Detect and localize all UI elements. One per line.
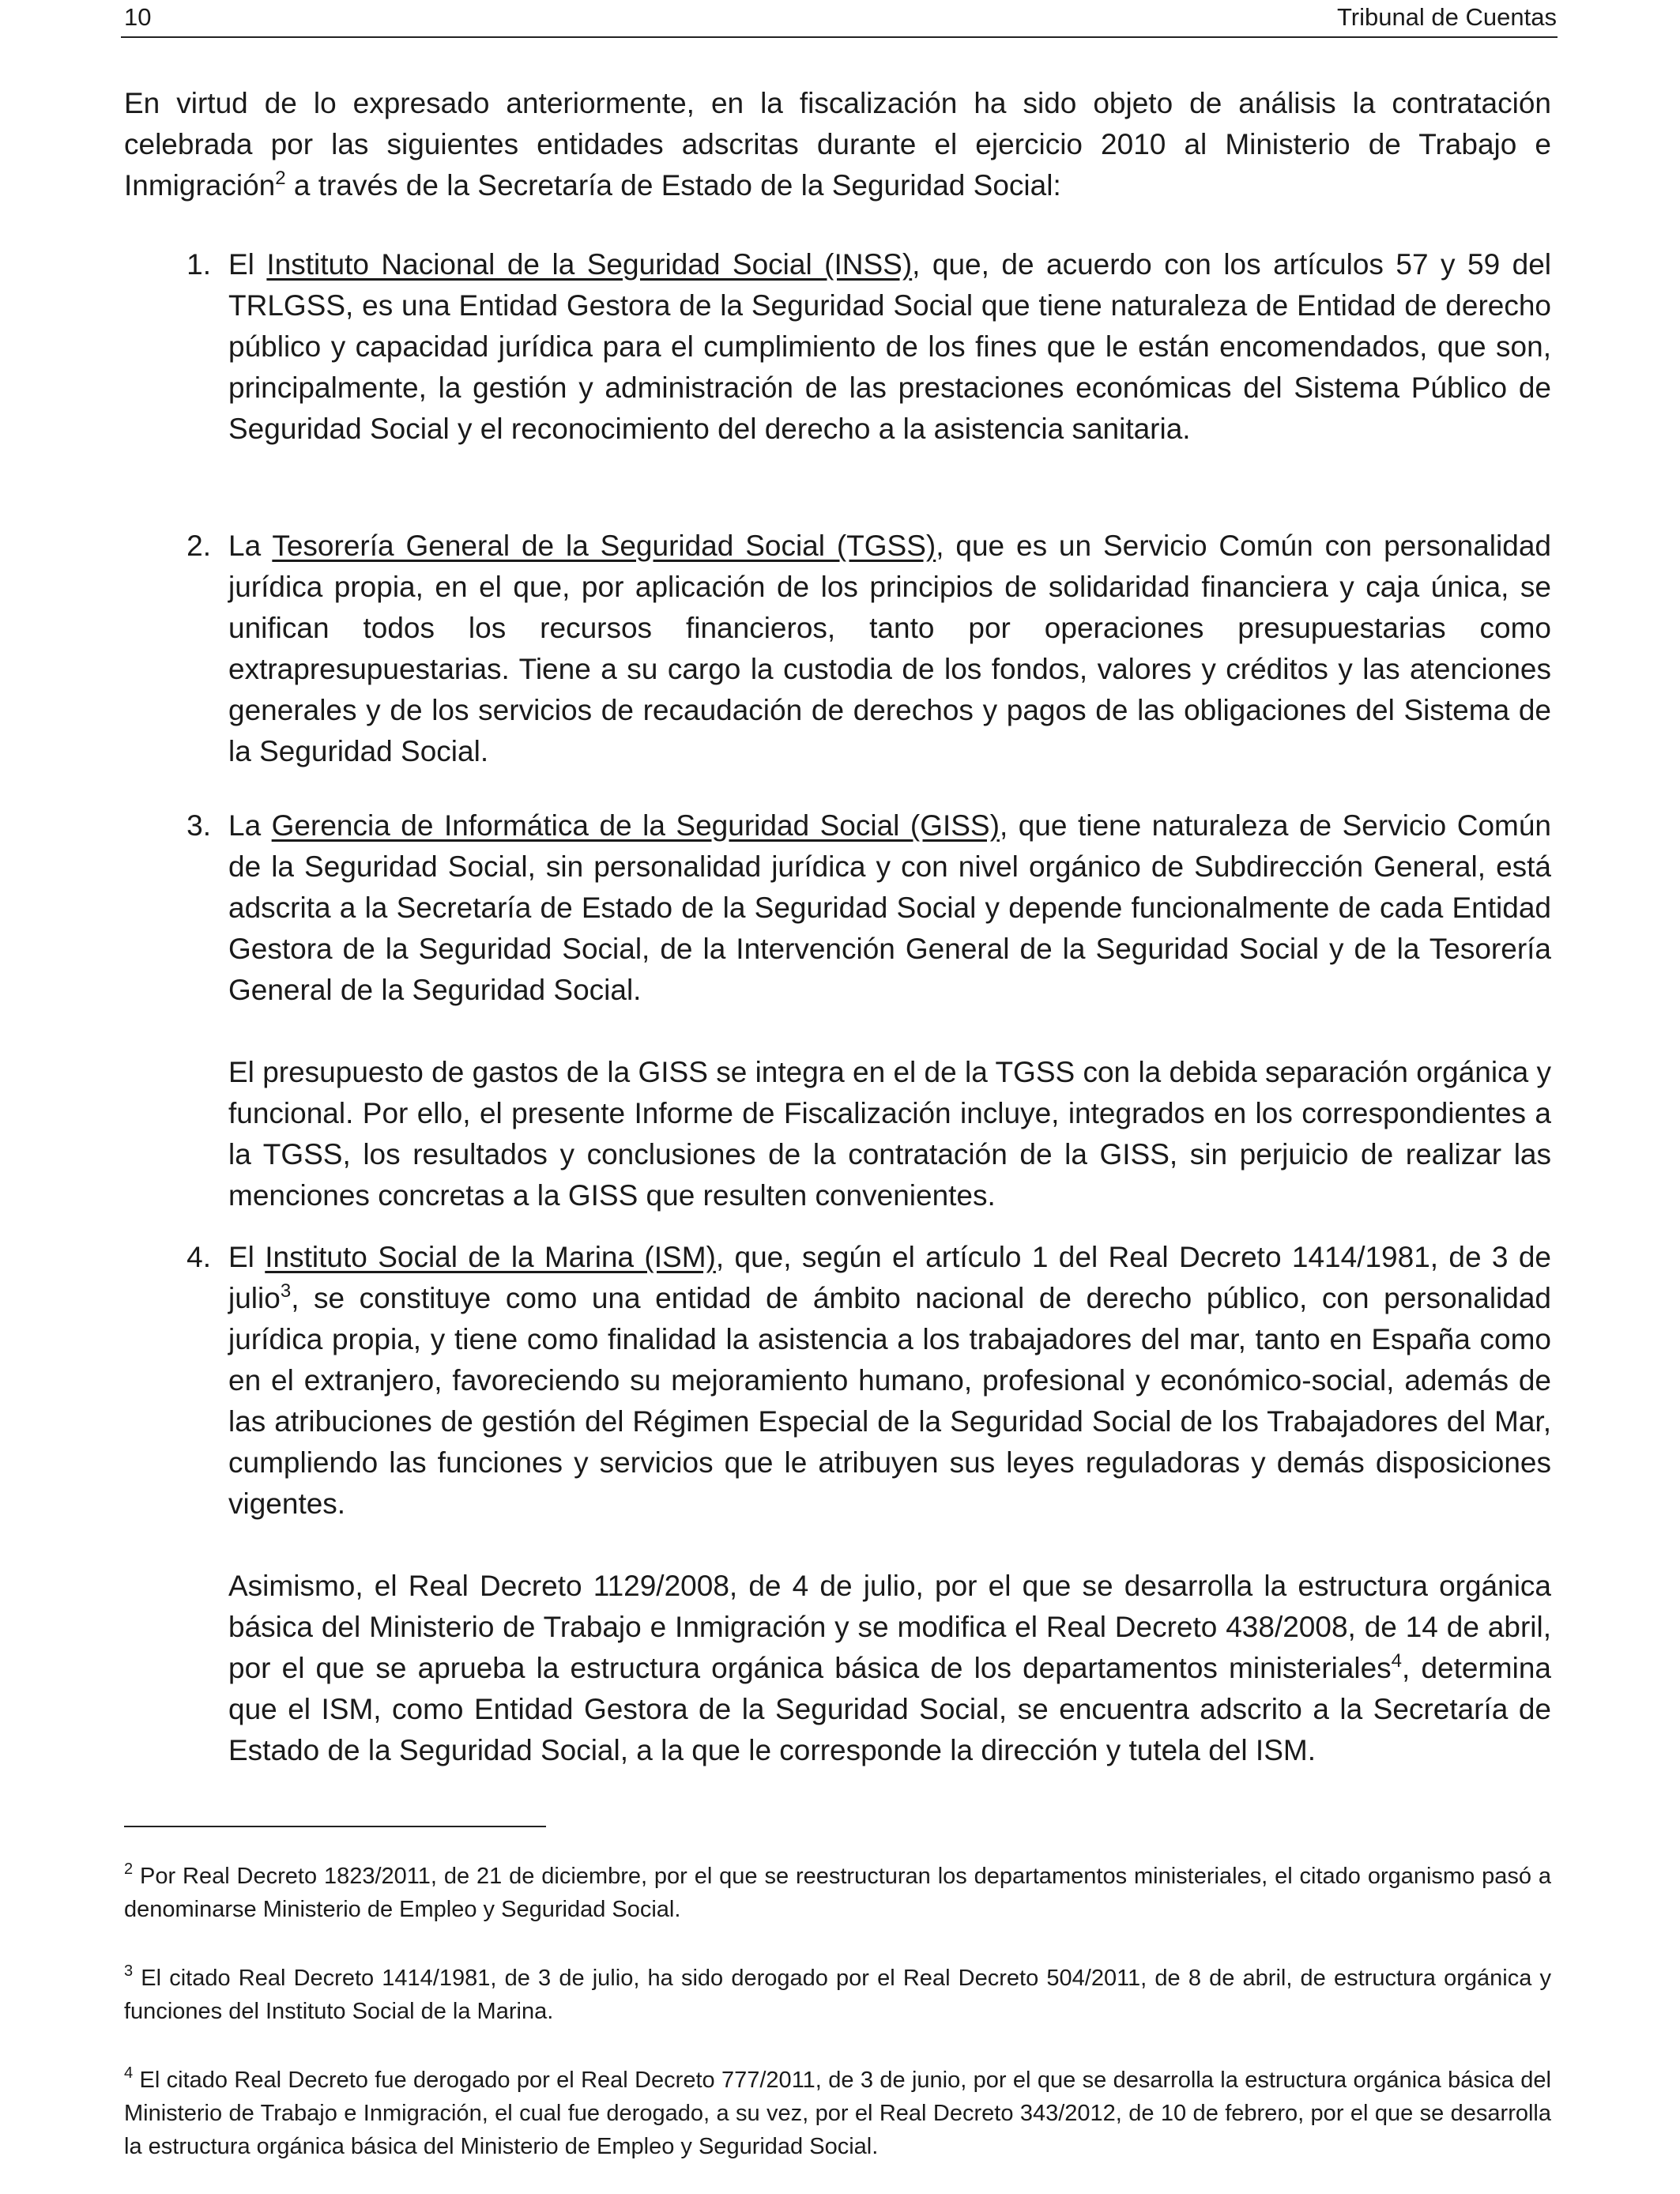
item-description: , que, de acuerdo con los artículos 57 y 59 del TRLGSS, es una Entidad Gestora de la Seguridad Social que tiene naturaleza de Entidad de derecho público y capacidad jurídica para el cumplimiento de los fines que le están encomendados, que son, principalmente, la gestión y administración de las prestaciones económicas del Sistema Público de Seguridad Social y el reconocimiento del derecho a la asistencia sanitaria. — [228, 248, 1551, 445]
footnote-3 — [124, 1962, 1551, 2028]
item-prefix: La — [228, 809, 272, 842]
list-item-number: 2. — [186, 530, 211, 562]
intro-text: En virtud de lo expresado anteriormente, en la fiscalización ha sido objeto de análisis la contratación celebrada por las siguientes entidades adscritas durante el ejercicio 2010 al Ministerio de Trabajo e Inmigración — [124, 87, 1551, 202]
intro-text-end: a través de la Secretaría de Estado de la Seguridad Social: — [285, 169, 1061, 202]
footnote-separator — [124, 1826, 546, 1827]
list-item-number: 4. — [186, 1241, 211, 1273]
list-item-paragraph — [228, 1237, 1551, 1525]
list-item-paragraph — [228, 526, 1551, 772]
item-description: , que tiene naturaleza de Servicio Común de la Seguridad Social, sin personalidad jurídica y con nivel orgánico de Subdirección General, está adscrita a la Secretaría de Estado de la Seguridad Social y depende funcionalmente de cada Entidad Gestora de la Seguridad Social, de la Intervención General de la Seguridad Social y de la Tesorería General de la Seguridad Social. — [228, 809, 1551, 1006]
entity-name-ism: Instituto Social de la Marina (ISM) — [265, 1241, 716, 1273]
footnote-mark: 3 — [124, 1962, 134, 1980]
item-description-cont: , se constituye como una entidad de ámbito nacional de derecho público, con personalidad jurídica propia, y tiene como finalidad la asistencia a los trabajadores del mar, tanto en España como en el extranjero, favoreciendo su mejoramiento humano, profesional y económico-social, además de las atribuciones de gestión del Régimen Especial de la Seguridad Social de los Trabajadores del Mar, cumpliendo las funciones y servicios que le atribuyen sus leyes reguladoras y demás disposiciones vigentes. — [228, 1282, 1551, 1520]
item-prefix: El — [228, 248, 267, 281]
footnote-mark: 4 — [124, 2064, 134, 2082]
list-item-number: 3. — [186, 809, 211, 842]
intro-paragraph — [124, 83, 1551, 206]
item-prefix: El — [228, 1241, 266, 1273]
list-item-body — [228, 526, 1551, 772]
entity-name-inss: Instituto Nacional de la Seguridad Social (INSS) — [266, 248, 913, 281]
entity-name-giss: Gerencia de Informática de la Seguridad Social (GISS) — [271, 809, 1000, 842]
list-item-extra-paragraph — [228, 1566, 1551, 1771]
institution-name: Tribunal de Cuentas — [1336, 3, 1557, 31]
list-item-number: 1. — [186, 248, 211, 281]
header-divider — [121, 36, 1558, 38]
extra-text-cont: , determina que el ISM, como Entidad Gestora de la Seguridad Social, se encuentra adscrito a la Secretaría de Estado de la Seguridad Social, a la que le corresponde la dirección y tutela del ISM. — [228, 1652, 1551, 1766]
footnote-mark: 2 — [124, 1860, 134, 1878]
list-item-body — [228, 244, 1551, 450]
footnote-ref-2[interactable]: 2 — [275, 168, 286, 189]
list-item-body — [228, 805, 1551, 1216]
footnote-text: El citado Real Decreto fue derogado por el Real Decreto 777/2011, de 3 de junio, por el que se desarrolla la estructura orgánica básica del Ministerio de Trabajo e Inmigración, el cual fue derogado, a su vez, por el Real Decreto 343/2012, de 10 de febrero, por el que se desarrolla la estructura orgánica básica del Ministerio de Empleo y Seguridad Social. — [124, 2068, 1551, 2159]
footnote-text: El citado Real Decreto 1414/1981, de 3 de julio, ha sido derogado por el Real Decreto 504/2011, de 8 de abril, de estructura orgánica y funciones del Instituto Social de la Marina. — [124, 1966, 1551, 2024]
item-description: , que es un Servicio Común con personalidad jurídica propia, en el que, por aplicación de los principios de solidaridad financiera y caja única, se unifican todos los recursos financieros, tanto por operaciones presupuestarias como extrapresupuestarias. Tiene a su cargo la custodia de los fondos, valores y créditos y las atenciones generales y de los servicios de recaudación de derechos y pagos de las obligaciones del Sistema de la Seguridad Social. — [228, 530, 1551, 767]
page-header — [124, 3, 1557, 36]
footnote-4 — [124, 2064, 1551, 2163]
item-description: , que, según el artículo 1 del Real Decreto 1414/1981, de 3 de julio — [228, 1241, 1552, 1314]
list-item-extra-paragraph: El presupuesto de gastos de la GISS se integra en el de la TGSS con la debida separación orgánica y funcional. Por ello, el presente Informe de Fiscalización incluye, integrados en los correspondientes a la TGSS, los resultados y conclusiones de la contratación de la GISS, sin perjuicio de realizar las menciones concretas a la GISS que resulten convenientes. — [228, 1056, 1551, 1212]
entity-name-tgss: Tesorería General de la Seguridad Social (TGSS) — [272, 530, 936, 562]
item-prefix: La — [228, 530, 273, 562]
list-item-paragraph — [228, 244, 1551, 450]
list-item-paragraph — [228, 805, 1551, 1011]
list-item-body — [228, 1237, 1551, 1771]
footnote-ref-4[interactable]: 4 — [1391, 1650, 1403, 1672]
footnote-ref-3[interactable]: 3 — [280, 1280, 292, 1302]
page-number: 10 — [124, 3, 152, 31]
extra-text: Asimismo, el Real Decreto 1129/2008, de 4 de julio, por el que se desarrolla la estructura orgánica básica del Ministerio de Trabajo e Inmigración y se modifica el Real Decreto 438/2008, de 14 de abril, por el que se aprueba la estructura orgánica básica de los departamentos ministeriales — [228, 1570, 1551, 1684]
footnote-2 — [124, 1860, 1551, 1926]
footnote-text: Por Real Decreto 1823/2011, de 21 de diciembre, por el que se reestructuran los departamentos ministeriales, el citado organismo pasó a denominarse Ministerio de Empleo y Seguridad Social. — [124, 1864, 1551, 1922]
